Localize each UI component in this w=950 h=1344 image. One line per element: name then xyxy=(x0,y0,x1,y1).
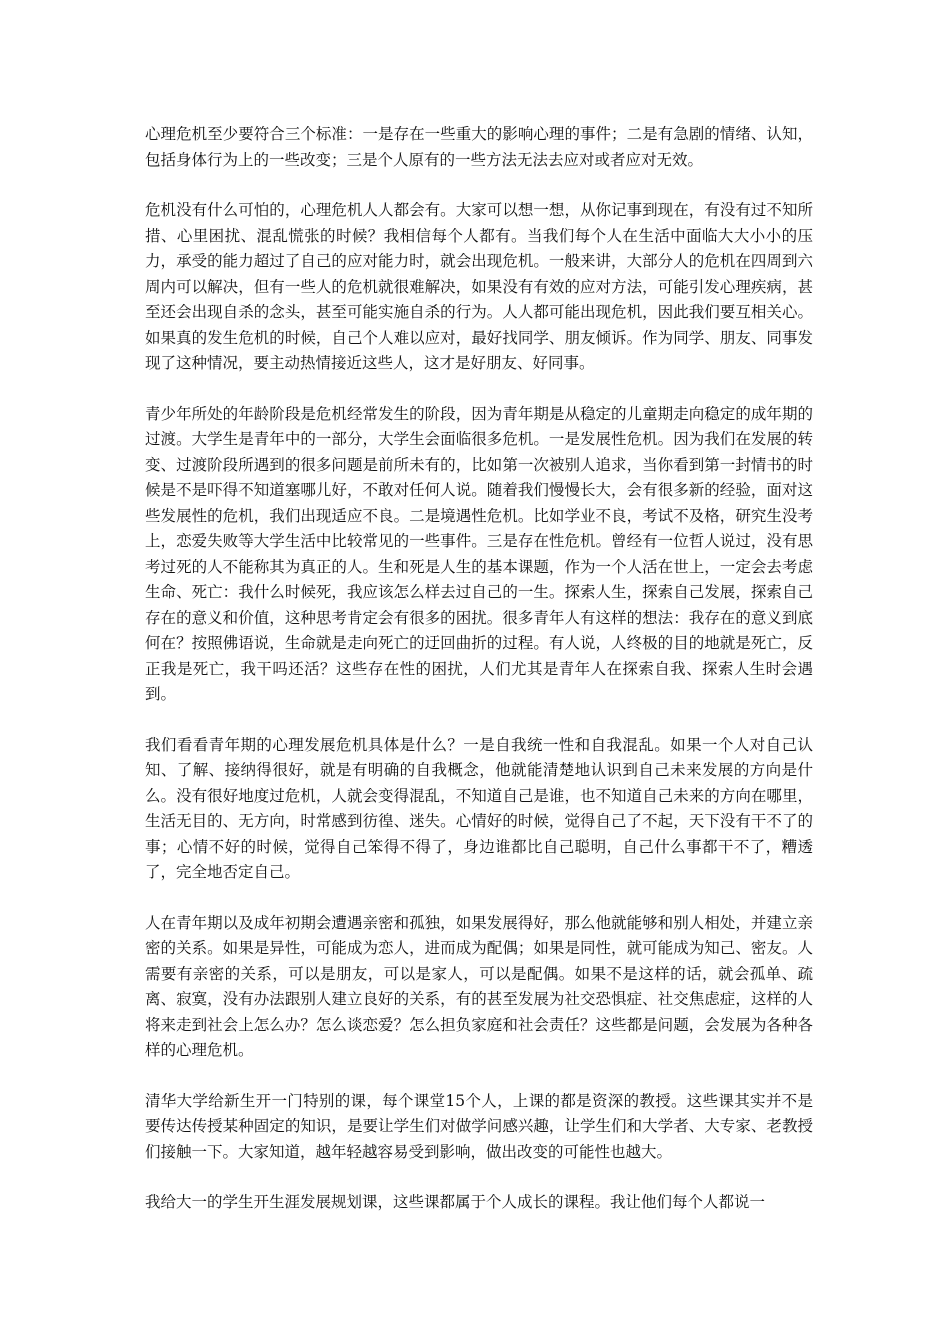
paragraph-tsinghua-course: 清华大学给新生开一门特别的课，每个课堂15个人，上课的都是资深的教授。这些课其实并不是要传达传授某种固定的知识，是要让学生们对做学问感兴趣，让学生们和大学者、大专家、老教授们接触一下。大家知道，越年轻越容易受到影响，做出改变的可能性也越大。 xyxy=(145,1091,813,1161)
paragraph-crisis-everyone: 危机没有什么可怕的，心理危机人人都会有。大家可以想一想，从你记事到现在，有没有过不知所措、心里困扰、混乱慌张的时候？我相信每个人都有。当我们每个人在生活中面临大大小小的压力，承受的能力超过了自己的应对能力时，就会出现危机。一般来讲，大部分人的危机在四周到六周内可以解决，但有一些人的危机就很难解决，如果没有有效的应对方法，可能引发心理疾病，甚至还会出现自杀的念头，甚至可能实施自杀的行为。人人都可能出现危机，因此我们要互相关心。如果真的发生危机的时候，自己个人难以应对，最好找同学、朋友倾诉。作为同学、朋友、同事发现了这种情况，要主动热情接近这些人，这才是好朋友、好同事。 xyxy=(145,201,813,372)
paragraph-career-course: 我给大一的学生开生涯发展规划课，这些课都属于个人成长的课程。我让他们每个人都说一 xyxy=(145,1193,766,1211)
paragraph-youth-crisis-types: 青少年所处的年龄阶段是危机经常发生的阶段，因为青年期是从稳定的儿童期走向稳定的成年期的过渡。大学生是青年中的一部分，大学生会面临很多危机。一是发展性危机。因为我们在发展的转变、过渡阶段所遇到的很多问题是前所未有的，比如第一次被别人追求，当你看到第一封情书的时候是不是吓得不知道塞哪儿好，不敢对任何人说。随着我们慢慢长大，会有很多新的经验，面对这些发展性的危机，我们出现适应不良。二是境遇性危机。比如学业不良，考试不及格，研究生没考上，恋爱失败等大学生活中比较常见的一些事件。三是存在性危机。曾经有一位哲人说过，没有思考过死的人不能称其为真正的人。生和死是人生的基本课题，作为一个人活在世上，一定会去考虑生命、死亡：我什么时候死，我应该怎么样去过自己的一生。探索人生，探索自己发展，探索自己存在的意义和价值，这种思考肯定会有很多的困扰。很多青年人有这样的想法：我存在的意义到底何在？按照佛语说，生命就是走向死亡的迂回曲折的过程。有人说，人终极的目的地就是死亡，反正我是死亡，我干吗还活？这些存在性的困扰，人们尤其是青年人在探索自我、探索人生时会遇到。 xyxy=(145,404,813,703)
paragraph-crisis-criteria: 心理危机至少要符合三个标准：一是存在一些重大的影响心理的事件；二是有急剧的情绪、认知，包括身体行为上的一些改变；三是个人原有的一些方法无法去应对或者应对无效。 xyxy=(145,125,813,169)
document-body xyxy=(145,122,813,1241)
paragraph-intimacy-isolation: 人在青年期以及成年初期会遭遇亲密和孤独，如果发展得好，那么他就能够和别人相处，并建立亲密的关系。如果是异性，可能成为恋人，进而成为配偶；如果是同性，就可能成为知己、密友。人需要有亲密的关系，可以是朋友，可以是家人，可以是配偶。如果不是这样的话，就会孤单、疏离、寂寞，没有办法跟别人建立良好的关系，有的甚至发展为社交恐惧症、社交焦虑症，这样的人将来走到社会上怎么办？怎么谈恋爱？怎么担负家庭和社会责任？这些都是问题，会发展为各种各样的心理危机。 xyxy=(145,913,813,1059)
paragraph-identity-confusion: 我们看看青年期的心理发展危机具体是什么？一是自我统一性和自我混乱。如果一个人对自己认知、了解、接纳得很好，就是有明确的自我概念，他就能清楚地认识到自己未来发展的方向是什么。没有很好地度过危机，人就会变得混乱，不知道自己是谁，也不知道自己未来的方向在哪里，生活无目的、无方向，时常感到彷徨、迷失。心情好的时候，觉得自己了不起，天下没有干不了的事；心情不好的时候，觉得自己笨得不得了，身边谁都比自己聪明，自己什么事都干不了，糟透了，完全地否定自己。 xyxy=(145,735,813,881)
